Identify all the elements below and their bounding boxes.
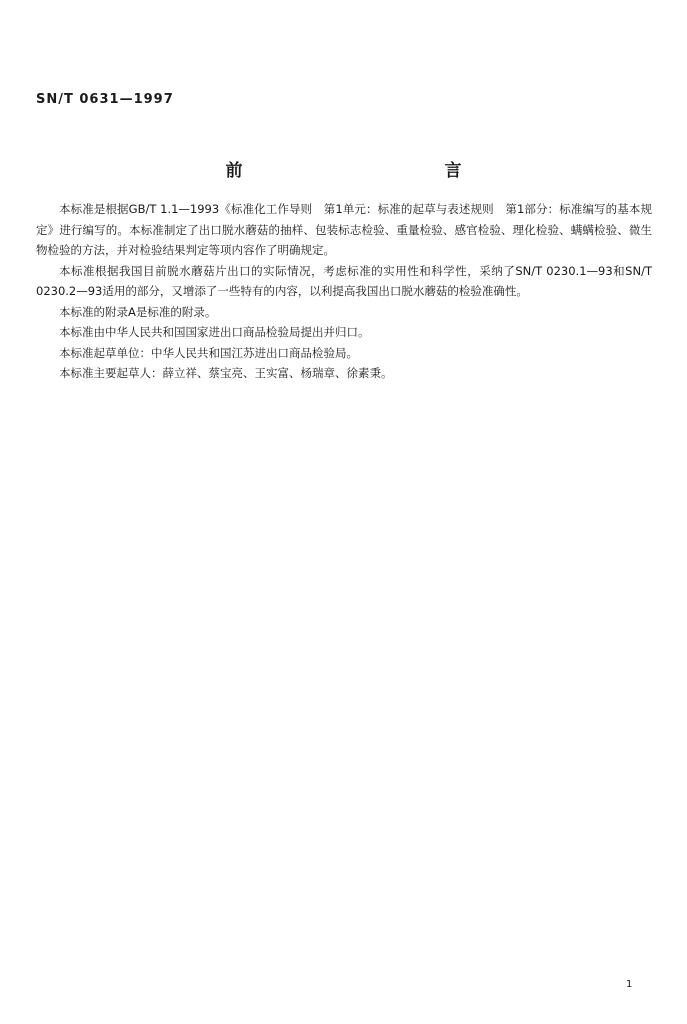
standard-code: SN/T 0631—1997 [36, 92, 174, 107]
paragraph-adoption: 本标准根据我国目前脱水蘑菇片出口的实际情况，考虑标准的实用性和科学性，采纳了SN/T 0230.1—93和SN/T 0230.2—93适用的部分，又增添了一些特有的内容，以利提高我国出口脱水蘑菇的检验准确性。 [36, 263, 652, 298]
paragraph-appendix: 本标准的附录A是标准的附录。 [59, 304, 217, 319]
page-number: 1 [626, 979, 633, 990]
page-title: 前 言 [225, 161, 518, 181]
paragraph-drafting-unit: 本标准起草单位：中华人民共和国江苏进出口商品检验局。 [59, 345, 358, 360]
foreword-body [36, 199, 652, 384]
paragraph-basis: 本标准是根据GB/T 1.1—1993《标准化工作导则 第1单元：标准的起草与表述规则 第1部分：标准编写的基本规定》进行编写的。本标准制定了出口脱水蘑菇的抽样、包装标志检验、重量检验、感官检验、理化检验、螨螨检验、微生物检验的方法，并对检验结果判定等项内容作了明确规定。 [36, 202, 652, 257]
paragraph-drafters: 本标准主要起草人：薛立祥、蔡宝亮、王实富、杨瑞章、徐素秉。 [59, 366, 393, 380]
paragraph-proposer: 本标准由中华人民共和国国家进出口商品检验局提出并归口。 [59, 325, 370, 339]
